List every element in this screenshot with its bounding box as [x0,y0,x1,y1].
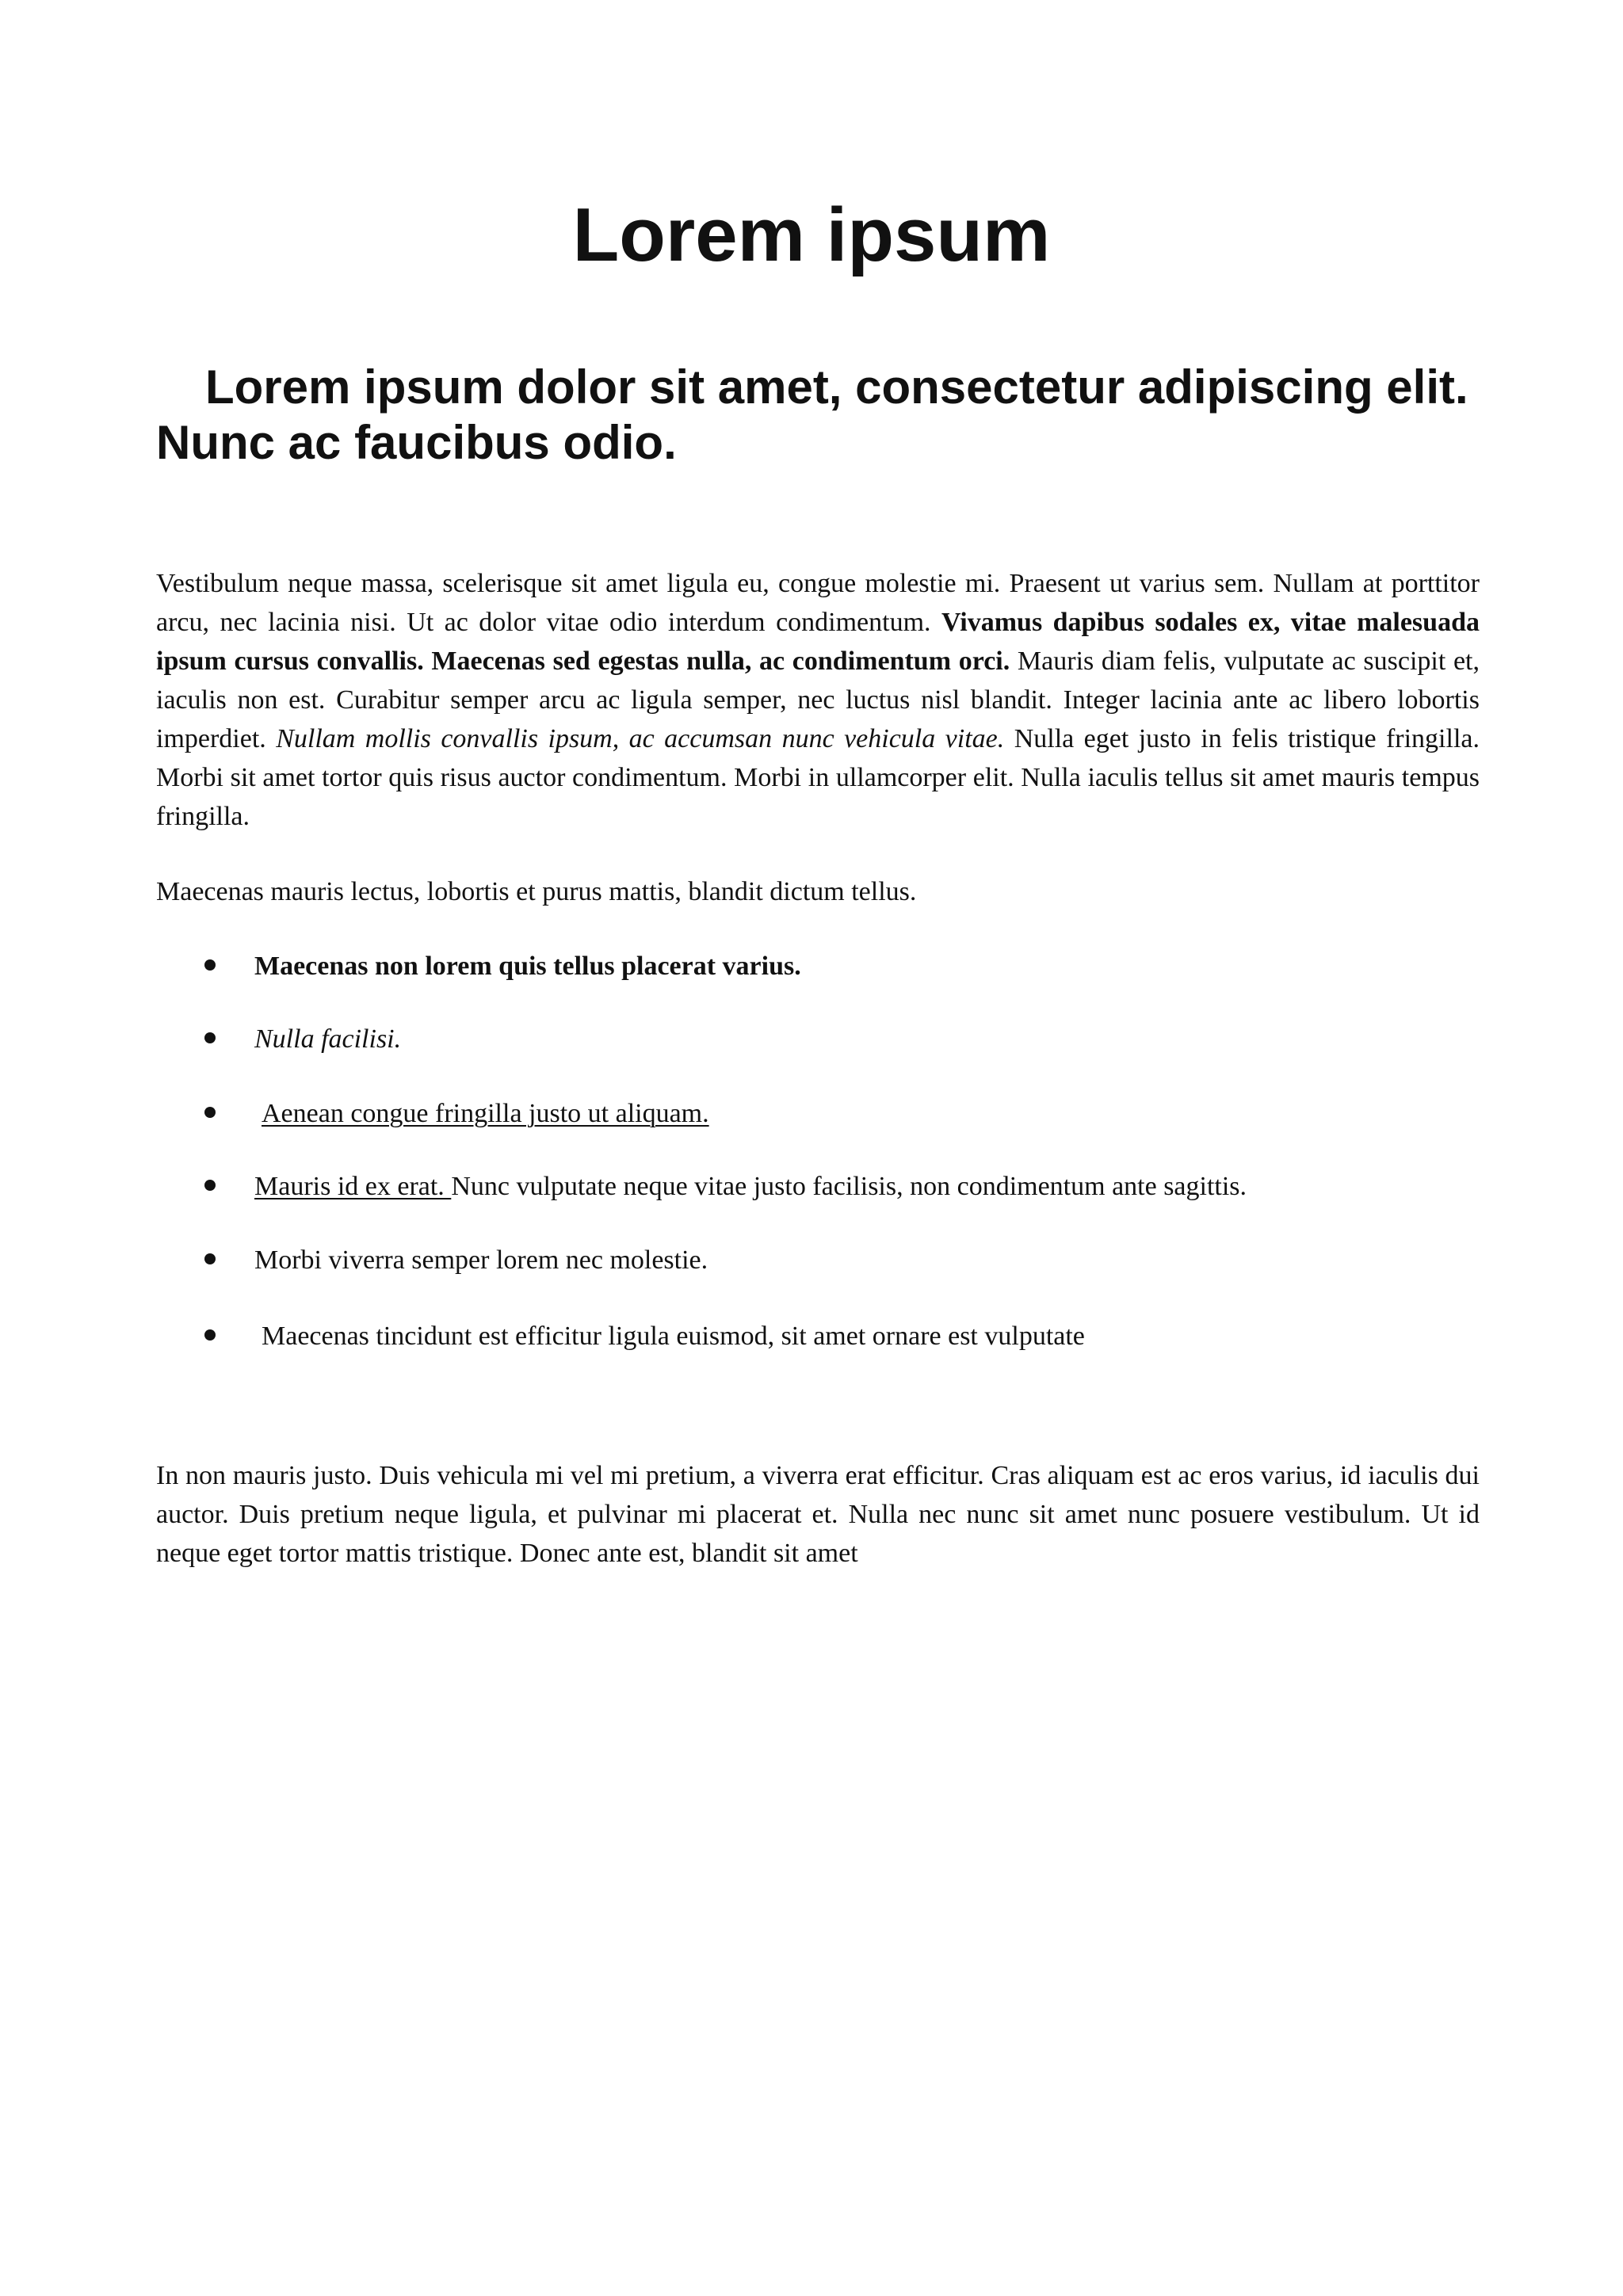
list-item-text: Nulla facilisi. [254,1024,402,1054]
list-item [0,1020,1623,1058]
paragraph-intro-part2: Mauris diam felis, vulputate ac suscipit et, iaculis non est. Curabitur semper arcu ac ligula semper, nec luctus nisl blandit. Integer lacinia ante ac libero lobortis imperdiet. [156,646,1480,753]
list-item-text: Morbi viverra semper lorem nec molestie. [254,1245,708,1275]
list-item-text: Maecenas tincidunt est efficitur ligula euismod, sit amet ornare est vulputate [262,1322,1085,1351]
list-item [0,1094,1623,1133]
paragraph-closing: In non mauris justo. Duis vehicula mi vel mi pretium, a viverra erat efficitur. Cras aliquam est ac eros varius, id iaculis dui auctor. Duis pretium neque ligula, et pulvinar mi placerat et. Nulla nec nunc sit amet nunc posuere vestibulum. Ut id neque eget tortor mattis tristique. Donec ante est, blandit sit amet [156,1461,1480,1568]
paragraph-intro-part1: Vestibulum neque massa, scelerisque sit amet ligula eu, congue molestie mi. Praesent ut varius sem. Nullam at porttitor arcu, nec lacinia nisi. Ut ac dolor vitae odio interdum condimentum. [156,569,1480,637]
paragraph-intro-italic: Nullam mollis convallis ipsum, ac accumsan nunc vehicula vitae. [276,724,1005,753]
list-item-rest: Nunc vulputate neque vitae justo facilisis, non condimentum ante sagittis. [451,1172,1247,1201]
list-item-text [254,1167,1247,1206]
bullet-dot-icon [204,1180,216,1191]
paragraph-intro [156,564,1480,836]
bullet-dot-icon [204,1107,216,1118]
list-item-text: Maecenas non lorem quis tellus placerat varius. [254,952,801,981]
bullet-dot-icon [204,1329,216,1341]
document-subtitle: Lorem ipsum dolor sit amet, consectetur adipiscing elit. Nunc ac faucibus odio. [156,360,1468,469]
list-item [0,1317,1623,1356]
list-item [0,1167,1623,1206]
bullet-dot-icon [204,959,216,971]
list-item-text: Aenean congue fringilla justo ut aliquam. [262,1099,709,1128]
paragraph-intro-bold: Vivamus dapibus sodales ex, vitae malesuada ipsum cursus convallis. Maecenas sed egestas nulla, ac condimentum orci. [156,608,1480,676]
paragraph-intro-part3: Nulla eget justo in felis tristique fringilla. Morbi sit amet tortor quis risus auctor condimentum. Morbi in ullamcorper elit. Nulla iaculis tellus sit amet mauris tempus fringilla. [156,724,1480,831]
list-item [0,1241,1623,1280]
paragraph-lead-in: Maecenas mauris lectus, lobortis et purus mattis, blandit dictum tellus. [156,877,917,906]
bullet-dot-icon [204,1032,216,1043]
list-item [0,947,1623,986]
document-title: Lorem ipsum [572,193,1051,277]
list-item-underlined: Mauris id ex erat. [254,1172,452,1201]
bullet-dot-icon [204,1253,216,1264]
